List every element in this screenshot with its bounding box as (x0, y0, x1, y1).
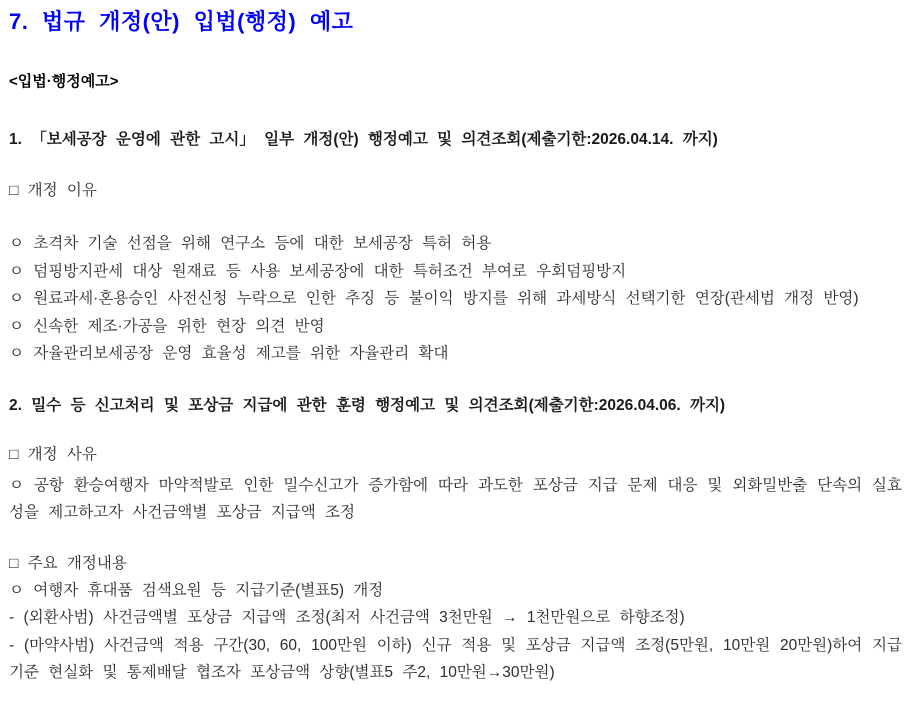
list-item: ㅇ 자율관리보세공장 운영 효율성 제고를 위한 자율관리 확대 (9, 345, 449, 362)
list-item: ㅇ 덤핑방지관세 대상 원재료 등 사용 보세공장에 대한 특허조건 부여로 우회덤핑방지 (9, 262, 627, 280)
section-1-reason-label: □ 개정 이유 (9, 182, 97, 199)
list-item: - (외환사범) 사건금액별 포상금 지급액 조정(최저 사건금액 3천만원 → 1천만원으로 하향조정) (9, 609, 685, 626)
section-2-heading: 2. 밀수 등 신고처리 및 포상금 지급에 관한 훈령 행정예고 및 의견조회(제출기한:2026.04.06. 까지) (9, 396, 726, 414)
section-1-heading: 1. 「보세공장 운영에 관한 고시」 일부 개정(안) 행정예고 및 의견조회(제출기한:2026.04.14. 까지) (9, 131, 718, 148)
list-item: ㅇ 초격차 기술 선점을 위해 연구소 등에 대한 보세공장 특허 허용 (9, 235, 492, 252)
section-2-reason-label: □ 개정 사유 (9, 445, 97, 463)
list-item: ㅇ 원료과세·혼용승인 사전신청 누락으로 인한 추징 등 불이익 방지를 위해 과세방식 선택기한 연장(관세법 개정 반영) (9, 290, 859, 307)
section-1-bullet-list (9, 230, 902, 368)
list-item: ㅇ 여행자 휴대품 검색요원 등 지급기준(별표5) 개정 (9, 581, 384, 599)
page-title: 7. 법규 개정(안) 입법(행정) 예고 (9, 9, 354, 34)
section-2-reason-text: ㅇ 공항 환승여행자 마약적발로 인한 밀수신고가 증가함에 따라 과도한 포상금 지급 문제 대응 및 외화밀반출 단속의 실효성을 제고하고자 사건금액별 포상금 지급액 조정 (9, 476, 902, 521)
list-item: - (마약사범) 사건금액 적용 구간(30, 60, 100만원 이하) 신규 적용 및 포상금 지급액 조정(5만원, 10만원 20만원)하여 지급기준 현실화 및 통제배달 협조자 포상금액 상향(별표5 주2, 10만원→30만원) (9, 636, 902, 681)
section-2-content-label: □ 주요 개정내용 (9, 554, 127, 572)
notice-tag: <입법·행정예고> (9, 73, 119, 90)
list-item: ㅇ 신속한 제조·가공을 위한 현장 의견 반영 (9, 317, 325, 335)
